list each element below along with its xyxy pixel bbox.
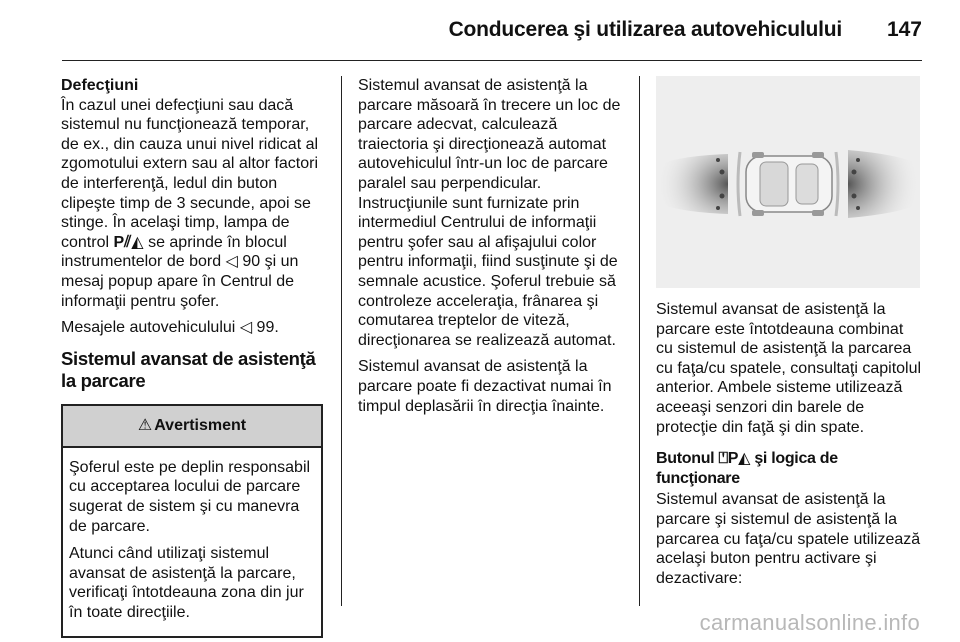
- warning-paragraph: Atunci când utilizaţi sistemul avansat de asistenţă la parcare, verificaţi întotdeauna zona din jur în toate direcţiile.: [69, 545, 304, 621]
- page-ref-link[interactable]: 99.: [256, 319, 279, 337]
- column-left: [61, 76, 327, 638]
- warning-title: Avertisment: [154, 416, 247, 434]
- body-paragraph: Sistemul avansat de asistenţă la parcare este întotdeauna combinat cu sistemul de asistenţă la parcarea cu faţa/cu spatele, consultaţi capitolul anterior. Ambele sisteme utilizează aceeaşi senzori din barele de protecţie din faţă şi din spate.: [656, 301, 922, 436]
- messages-reference: Mesajele autovehiculului ◁ 99.: [61, 319, 279, 337]
- warning-header: [63, 406, 321, 448]
- body-paragraph: Sistemul avansat de asistenţă la parcare măsoară în trecere un loc de parcare adecvat, calculează traiectoria şi direcţionează automat autovehiculul într-un loc de parcare paralel sau perpendicular. Instrucţiunile sunt furnizate prin intermediul Centrului de informaţii pentru şofer sau al afişajului color pentru informaţii, fiind susţinute şi de semnale acustice. Şoferul trebuie să controleze acceleraţia, frânarea şi comutarea treptelor de viteză, direcţionarea se realizează automat.: [358, 77, 621, 349]
- body-paragraph: Sistemul avansat de asistenţă la parcare poate fi dezactivat numai în timpul deplasării în direcţia înainte.: [358, 358, 612, 415]
- reference-arrow-icon: ◁: [239, 319, 253, 337]
- section-heading: Sistemul avansat de asistenţă la parcare: [61, 347, 316, 391]
- button-logic-heading: Butonul ⍞P◭ şi logica de funcţionare: [656, 450, 838, 487]
- park-assist-button-icon: ⍞P◭: [718, 450, 751, 468]
- column-middle: [358, 76, 626, 423]
- watermark: carmanualsonline.info: [699, 610, 920, 635]
- parking-sensor-illustration: [656, 76, 920, 288]
- rear-sensor-zone: [656, 154, 728, 214]
- parking-warning-icon: P⫽◭: [113, 233, 144, 251]
- page-title: Conducerea şi utilizarea autovehiculului: [448, 18, 842, 41]
- column-right: [656, 300, 924, 595]
- body-paragraph: Sistemul avansat de asistenţă la parcare şi sistemul de asistenţă la parcarea cu faţa/cu spatele utilizează acelaşi buton pentru activare şi dezactivare:: [656, 491, 921, 587]
- column-divider: [341, 76, 342, 606]
- warning-triangle-icon: ⚠: [137, 416, 153, 434]
- header-divider: [62, 60, 922, 61]
- warning-paragraph: Şoferul este pe deplin responsabil cu acceptarea locului de parcare sugerat de sistem şi cu manevra de parcare.: [69, 458, 311, 535]
- car-top-view-icon: [746, 152, 832, 216]
- defect-paragraph: În cazul unei defecţiuni sau dacă sistemul nu funcţionează temporar, de ex., din cauza unui nivel ridicat al zgomotului extern sau al altor factori de interferenţă, ledul din buton clipeşte timp de 3 secunde, apoi se stinge. În acelaşi timp, lampa de control P⫽◭ se aprinde în blocul instrumentelor de bord ◁ 90 şi un mesaj popup apare în Centrul de informaţii pentru şofer.: [61, 96, 319, 310]
- warning-body: [63, 448, 321, 637]
- car-sensor-diagram: [656, 76, 920, 288]
- reference-arrow-icon: ◁: [225, 253, 238, 271]
- page-number: 147: [886, 18, 922, 41]
- warning-box: [61, 404, 323, 639]
- page-ref-link[interactable]: 90: [242, 253, 261, 271]
- column-divider: [639, 76, 640, 606]
- page-header: [0, 12, 960, 52]
- defect-heading: Defecţiuni: [61, 77, 139, 94]
